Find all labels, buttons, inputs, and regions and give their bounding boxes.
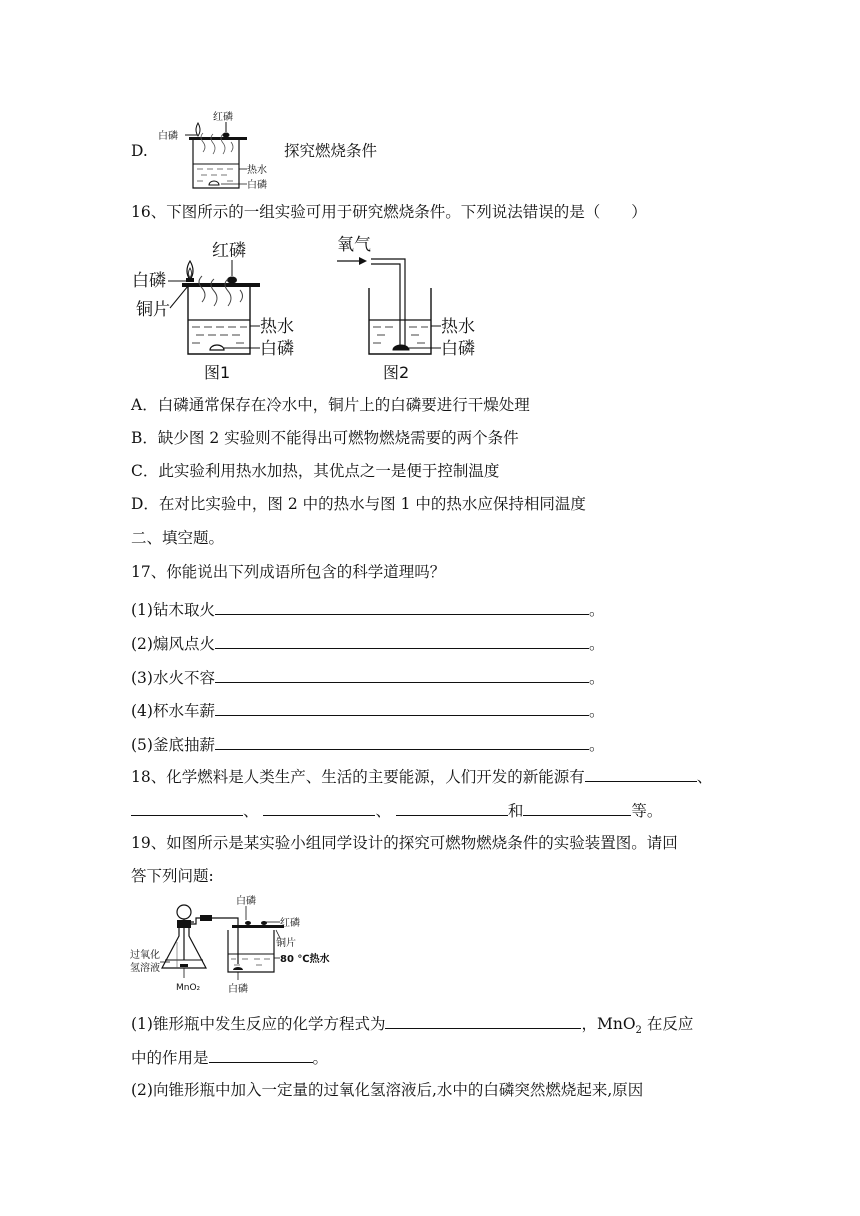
- q17-item: (3)水火不容 。: [131, 666, 604, 688]
- answer-blank[interactable]: [385, 1012, 581, 1029]
- q16-option-a: A．白磷通常保存在冷水中，铜片上的白磷要进行干燥处理: [131, 396, 530, 414]
- q19-fig-hot-water: 80 ℃热水: [280, 954, 330, 965]
- q15-label-white-p-bottom: 白磷: [247, 180, 267, 191]
- q15-option-d-letter: D.: [131, 142, 148, 160]
- q17-item-label: (5)釜底抽薪: [131, 736, 215, 754]
- q17-item-label: (1)钻木取火: [131, 601, 215, 619]
- q19-stem-1: 19、如图所示是某实验小组同学设计的探究可燃物燃烧条件的实验装置图。请回: [131, 834, 678, 852]
- q19-fig-mno2: MnO₂: [176, 983, 201, 993]
- q16-fig2-white-p: 白磷: [441, 339, 475, 359]
- q17-item: (1)钻木取火 。: [131, 598, 604, 620]
- q16-figure-2: [333, 228, 483, 386]
- q17-item-label: (4)杯水车薪: [131, 702, 215, 720]
- q16-option-b: B．缺少图 2 实验则不能得出可燃物燃烧需要的两个条件: [131, 429, 519, 447]
- q19-figure: [130, 892, 340, 1000]
- q18-line-2: 、 、 和 等。: [131, 799, 662, 821]
- answer-blank[interactable]: [209, 1046, 313, 1063]
- q16-fig1-red-p: 红磷: [212, 241, 246, 261]
- q19-fig-white-p-top: 白磷: [236, 896, 256, 907]
- q17-item-label: (2)煽风点火: [131, 635, 215, 653]
- q18-line-1: 18、化学燃料是人类生产、生活的主要能源，人们开发的新能源有 、: [131, 765, 712, 787]
- q19-fig-h2o2-1: 过氧化: [130, 950, 160, 961]
- q17-item: (5)釜底抽薪 。: [131, 733, 604, 755]
- q15-option-d-text: 探究燃烧条件: [284, 142, 378, 160]
- answer-blank[interactable]: [263, 799, 375, 816]
- q17-item-label: (3)水火不容: [131, 669, 215, 687]
- q16-fig2-caption: 图2: [383, 363, 410, 382]
- q19-fig-red-p: 红磷: [280, 918, 300, 929]
- answer-blank[interactable]: [396, 799, 508, 816]
- answer-blank[interactable]: [585, 765, 697, 782]
- q19-stem-2: 答下列问题:: [131, 867, 214, 885]
- section-title: 二、填空题。: [131, 529, 225, 547]
- q19-sub1-line1: (1)锥形瓶中发生反应的化学方程式为 ，MnO$_2$ 在反应: [131, 1012, 693, 1041]
- answer-blank[interactable]: [131, 799, 243, 816]
- q16-fig1-white-p-top: 白磷: [132, 271, 166, 291]
- answer-blank[interactable]: [215, 733, 589, 750]
- q16-option-d: D．在对比实验中，图 2 中的热水与图 1 中的热水应保持相同温度: [131, 495, 586, 513]
- q19-fig-copper: 铜片: [276, 938, 296, 949]
- q15-figure: [155, 106, 275, 192]
- q19-sub1-line2: 中的作用是 。: [131, 1046, 328, 1068]
- q16-figure-1: [128, 236, 318, 386]
- q16-fig2-oxygen: 氧气: [337, 235, 371, 255]
- q15-label-white-p-top: 白磷: [158, 131, 178, 142]
- q16-fig1-hot-water: 热水: [260, 317, 294, 337]
- answer-blank[interactable]: [215, 699, 589, 716]
- q16-option-c: C．此实验利用热水加热，其优点之一是便于控制温度: [131, 462, 500, 480]
- q17-item: (2)煽风点火 。: [131, 632, 604, 654]
- q15-label-red-p: 红磷: [213, 112, 233, 123]
- q15-label-hot-water: 热水: [247, 165, 267, 176]
- q17-item: (4)杯水车薪 。: [131, 699, 604, 721]
- q17-stem: 17、你能说出下列成语所包含的科学道理吗？: [131, 563, 446, 581]
- q19-sub2: (2)向锥形瓶中加入一定量的过氧化氢溶液后,水中的白磷突然燃烧起来,原因: [131, 1081, 644, 1099]
- q16-fig2-hot-water: 热水: [441, 317, 475, 337]
- q16-fig1-copper: 铜片: [136, 300, 170, 320]
- q19-fig-white-p-bottom: 白磷: [228, 984, 248, 995]
- answer-blank[interactable]: [215, 666, 589, 683]
- q19-fig-h2o2-2: 氢溶液: [130, 963, 160, 974]
- answer-blank[interactable]: [215, 632, 589, 649]
- q16-fig1-white-p-bottom: 白磷: [260, 339, 294, 359]
- answer-blank[interactable]: [523, 799, 631, 816]
- q16-fig1-caption: 图1: [204, 363, 231, 382]
- answer-blank[interactable]: [215, 598, 589, 615]
- q16-stem: 16、下图所示的一组实验可用于研究燃烧条件。下列说法错误的是（ ）: [131, 203, 647, 221]
